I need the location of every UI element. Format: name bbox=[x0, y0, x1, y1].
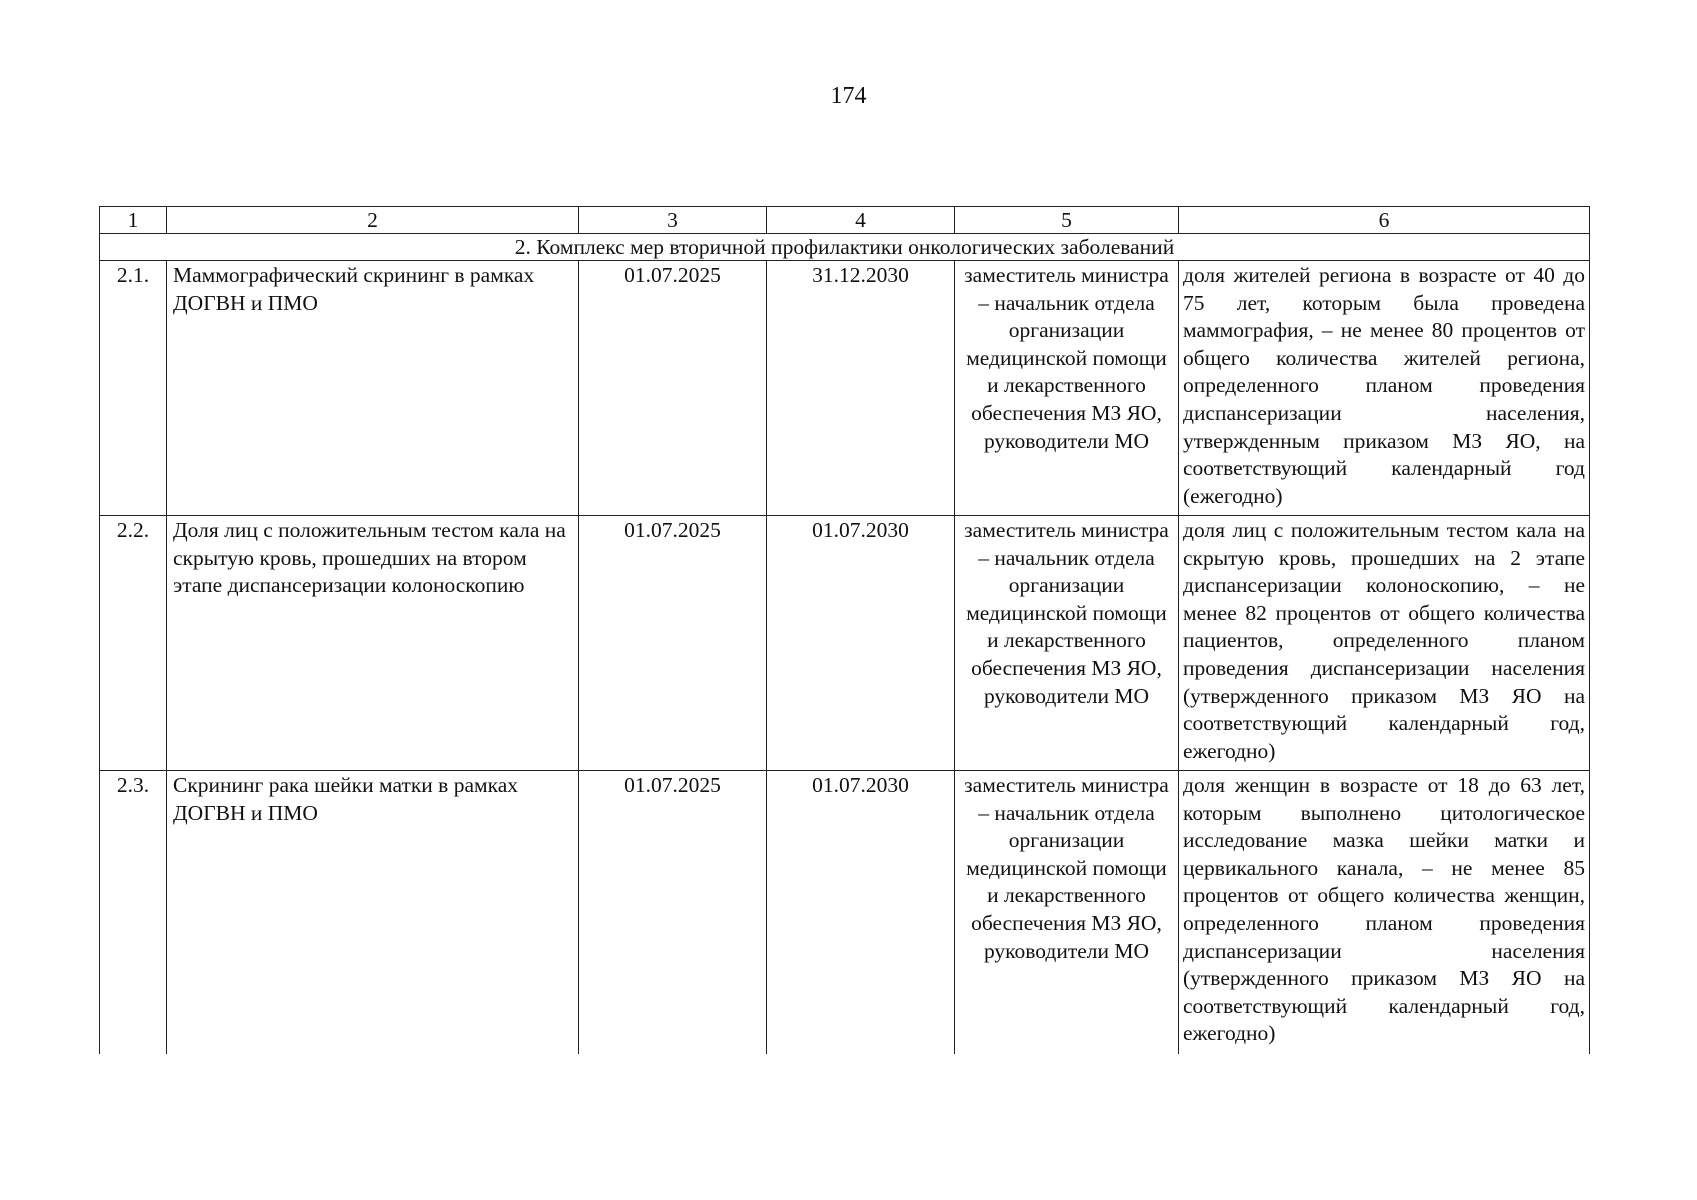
start-date: 01.07.2025 bbox=[579, 261, 767, 516]
responsible-person: заместитель министра – начальник отдела организации медицинской помощи и лекарственного обеспечения МЗ ЯО, руководители МО bbox=[955, 771, 1179, 1055]
end-date: 31.12.2030 bbox=[767, 261, 955, 516]
responsible-person: заместитель министра – начальник отдела организации медицинской помощи и лекарственного обеспечения МЗ ЯО, руководители МО bbox=[955, 261, 1179, 516]
start-date: 01.07.2025 bbox=[579, 516, 767, 771]
indicator-text: доля женщин в возрасте от 18 до 63 лет, которым выполнено цитологическое исследование мазка шейки матки и цервикального канала, – не менее 85 процентов от общего количества женщин, определенного планом проведения диспансеризации населения (утвержденного приказом МЗ ЯО на соответствующий календарный год, ежегодно) bbox=[1179, 771, 1590, 1055]
measure-name: Маммографический скрининг в рамках ДОГВН и ПМО bbox=[167, 261, 579, 516]
section-title: 2. Комплекс мер вторичной профилактики онкологических заболеваний bbox=[100, 234, 1590, 261]
column-header-4: 4 bbox=[767, 207, 955, 234]
page-number: 174 bbox=[830, 83, 867, 109]
measure-name: Скрининг рака шейки матки в рамках ДОГВН и ПМО bbox=[167, 771, 579, 1055]
table-row bbox=[100, 771, 1590, 1055]
column-number-row bbox=[100, 207, 1590, 234]
end-date: 01.07.2030 bbox=[767, 516, 955, 771]
indicator-text: доля лиц с положительным тестом кала на скрытую кровь, прошедших на 2 этапе диспансеризации колоноскопию, – не менее 82 процентов от общего количества пациентов, определенного планом проведения диспансеризации населения (утвержденного приказом МЗ ЯО на соответствующий календарный год, ежегодно) bbox=[1179, 516, 1590, 771]
column-header-5: 5 bbox=[955, 207, 1179, 234]
column-header-6: 6 bbox=[1179, 207, 1590, 234]
section-row bbox=[100, 234, 1590, 261]
row-number: 2.2. bbox=[100, 516, 167, 771]
table-row bbox=[100, 516, 1590, 771]
column-header-1: 1 bbox=[100, 207, 167, 234]
row-number: 2.1. bbox=[100, 261, 167, 516]
table-row bbox=[100, 261, 1590, 516]
responsible-person: заместитель министра – начальник отдела организации медицинской помощи и лекарственного обеспечения МЗ ЯО, руководители МО bbox=[955, 516, 1179, 771]
measures-table bbox=[99, 206, 1590, 1054]
end-date: 01.07.2030 bbox=[767, 771, 955, 1055]
row-number: 2.3. bbox=[100, 771, 167, 1055]
indicator-text: доля жителей региона в возрасте от 40 до 75 лет, которым была проведена маммография, – не менее 80 процентов от общего количества жителей региона, определенного планом проведения диспансеризации населения, утвержденным приказом МЗ ЯО, на соответствующий календарный год (ежегодно) bbox=[1179, 261, 1590, 516]
column-header-2: 2 bbox=[167, 207, 579, 234]
start-date: 01.07.2025 bbox=[579, 771, 767, 1055]
measure-name: Доля лиц с положительным тестом кала на скрытую кровь, прошедших на втором этапе диспансеризации колоноскопию bbox=[167, 516, 579, 771]
column-header-3: 3 bbox=[579, 207, 767, 234]
